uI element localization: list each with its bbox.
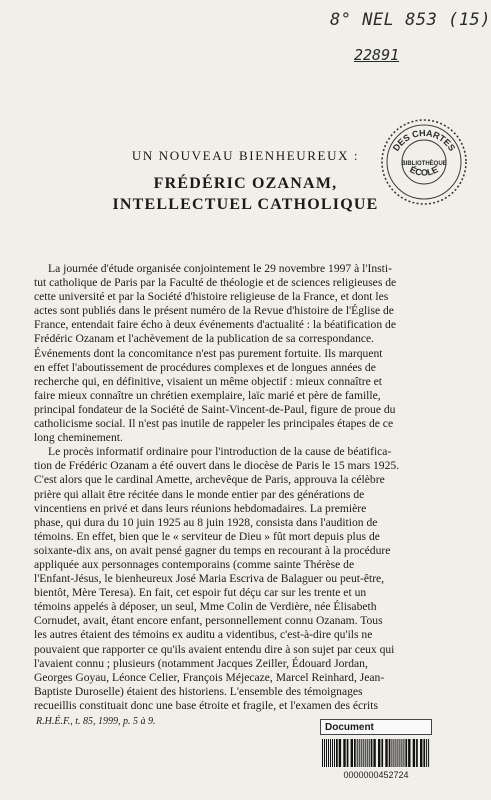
text-line: Baptiste Duroselle) étaient des historiens. L'ensemble des témoignages: [34, 684, 363, 698]
text-line: tion de Frédéric Ozanam a été ouvert dans le diocèse de Paris le 15 mars 1925.: [34, 459, 400, 473]
text-line: principal fondateur de la Société de Saint-Vincent-de-Paul, figure de proue du: [34, 402, 396, 416]
text-line: les autres étaient des témoins ex auditu a videntibus, c'est-à-dire qu'ils ne: [34, 628, 373, 642]
paragraph: [34, 445, 455, 713]
header-line-1: UN NOUVEAU BIENHEUREUX :: [131, 148, 360, 163]
text-line: en effet l'aboutissement de procédures complexes et de longues années de: [34, 360, 376, 374]
text-line: l'avaient connu ; plusieurs (notamment Jacques Zeiller, Édouard Jordan,: [34, 656, 368, 670]
text-line: bientôt, Mère Teresa). En fait, cet espoir fut déçu car sur les trente et un: [34, 586, 367, 600]
text-line: l'Enfant-Jésus, le bienheureux José Maria Escriva de Balaguer ou peut-être,: [34, 572, 385, 586]
text-line: Frédéric Ozanam et l'achèvement de la publication de sa correspondance.: [34, 332, 375, 346]
header-line-3: INTELLECTUEL CATHOLIQUE: [112, 196, 379, 213]
text-line: prière qui allait être récitée dans le monde entier par des générations de: [34, 487, 365, 501]
stamp-top-text: DES CHARTES: [390, 127, 458, 153]
inventory-number-annotation: 22891: [354, 46, 400, 64]
text-line: France, entendait faire écho à deux événements d'actualité : la béatification de: [34, 318, 396, 332]
text-line: phase, qui dura du 10 juin 1925 au 8 juin 1928, consista dans l'audition de: [34, 515, 378, 529]
text-line: appliquée aux personnages contemporains (comme sainte Thérèse de: [34, 557, 355, 571]
barcode-number: 0000000452724: [343, 770, 409, 780]
document-type-label: Document: [320, 719, 432, 735]
text-line: C'est alors que le cardinal Amette, archevêque de Paris, approuva la célèbre: [34, 473, 385, 487]
header-line-2: FRÉDÉRIC OZANAM,: [153, 175, 338, 192]
text-line: témoins. En effet, bien que le « serviteur de Dieu » fût mort depuis plus de: [34, 529, 380, 543]
text-line: actes sont publiés dans le présent numéro de la Revue d'histoire de l'Église de: [34, 304, 394, 318]
text-line: soixante-dix ans, on avait pensé gagner du temps en recourant à la procédure: [34, 543, 391, 557]
article-header: [0, 148, 491, 214]
text-line: tut catholique de Paris par la Faculté de théologie et de sciences religieuses de: [34, 276, 397, 290]
text-line: recherche qui, en définitive, visaient un même objectif : mieux connaître et: [34, 374, 382, 388]
shelf-mark-annotation: 8° NEL 853 (15): [330, 10, 491, 30]
text-line: catholicisme social. Il n'est pas inutile de rappeler les principales étapes de ce: [34, 417, 394, 431]
stamp-middle-text: BIBLIOTHÈQUE: [401, 161, 447, 167]
text-line: long cheminement.: [34, 431, 123, 445]
text-line: pouvaient que rapporter ce qu'ils avaient entendu dire à son sujet par ceux qui: [34, 642, 395, 656]
text-line: recueillis constituait donc une base étroite et fragile, et l'examen des écrits: [34, 698, 378, 712]
text-line: La journée d'étude organisée conjointement le 29 novembre 1997 à l'Insti-: [48, 262, 392, 275]
text-line: cette université et par la Société d'histoire religieuse de la France, et dont les: [34, 290, 389, 304]
text-line: vincentiens en privé et dans leurs réunions hebdomadaires. La première: [34, 501, 367, 515]
text-line: témoins appelés à déposer, un seul, Mme Colin de Verdière, née Élisabeth: [34, 600, 377, 614]
article-body: [34, 262, 455, 713]
citation-footer: R.H.É.F., t. 85, 1999, p. 5 à 9.: [36, 716, 156, 727]
stamp-side-text: ÉCOLE: [408, 164, 440, 178]
text-line: faire mieux connaître un chrétien exemplaire, laïc marié et père de famille,: [34, 388, 381, 402]
text-line: Cornudet, avait, étant encore enfant, personnellement connu Ozanam. Tous: [34, 614, 383, 628]
paragraph: [34, 262, 455, 445]
text-line: Le procès informatif ordinaire pour l'introduction de la cause de béatifica-: [48, 445, 392, 459]
text-line: Georges Goyau, Léonce Celier, François Méjecaze, Marcel Reinhard, Jean-: [34, 670, 385, 684]
text-line: Événements dont la concomitance n'est pas purement fortuite. Ils marquent: [34, 346, 383, 360]
barcode-icon: [320, 739, 432, 767]
